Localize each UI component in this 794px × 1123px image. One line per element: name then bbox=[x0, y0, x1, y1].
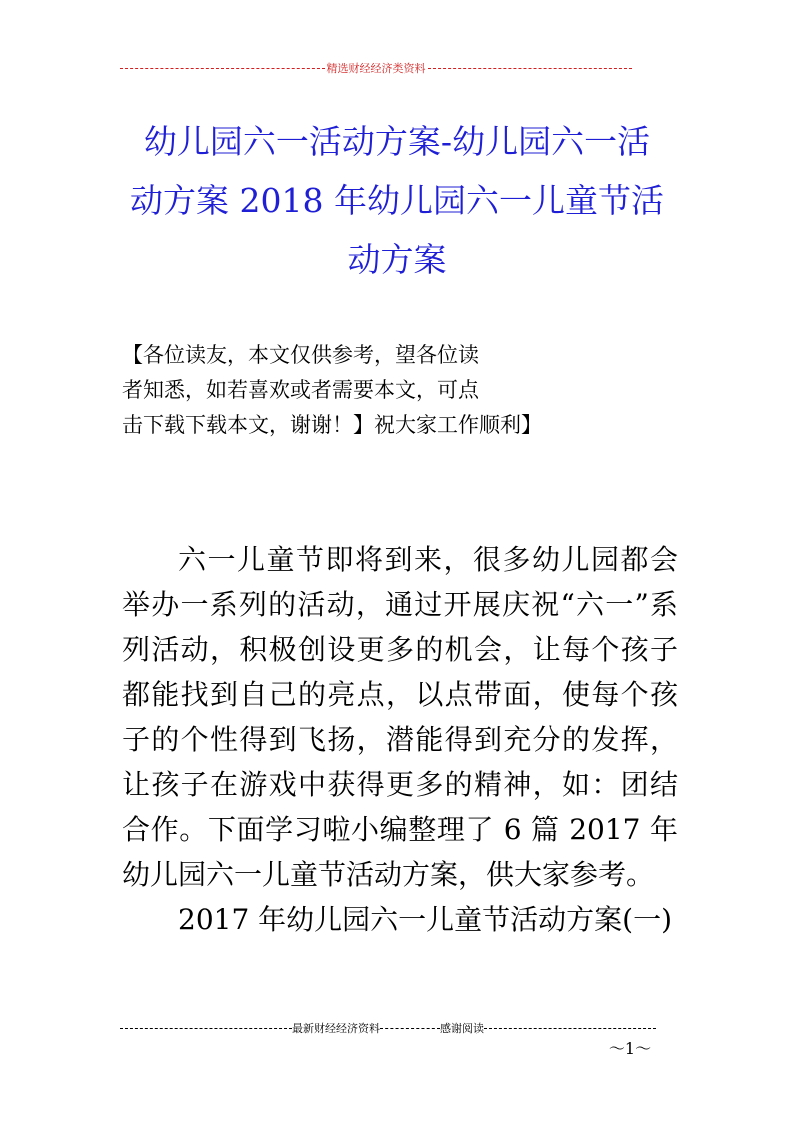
page-number: ～1～ bbox=[608, 1039, 652, 1058]
footer-divider-right bbox=[484, 1028, 656, 1029]
document-body bbox=[122, 537, 678, 942]
notice-line-1: 【各位读友，本文仅供参考，望各位读 bbox=[122, 343, 479, 367]
title-line-1: 幼儿园六一活动方案-幼儿园六一活 bbox=[143, 122, 651, 161]
title-line-3: 动方案 bbox=[347, 240, 447, 279]
notice-line-3: 击下载下载本文，谢谢！】祝大家工作顺利】 bbox=[122, 413, 542, 437]
footer-label-2: 感谢阅读 bbox=[440, 1022, 484, 1035]
footer-divider-middle bbox=[380, 1028, 440, 1029]
header-divider-left bbox=[120, 68, 325, 69]
intro-paragraph: 六一儿童节即将到来，很多幼儿园都会举办一系列的活动，通过开展庆祝“六一”系列活动，积极创设更多的机会，让每个孩子都能找到自己的亮点，以点带面，使每个孩子的个性得到飞扬，潜能得到充分的发挥，让孩子在游戏中获得更多的精神，如：团结合作。下面学习啦小编整理了 6 篇 2017 年幼儿园六一儿童节活动方案，供大家参考。 bbox=[122, 543, 678, 891]
document-title bbox=[100, 112, 694, 289]
header-divider-right bbox=[428, 68, 633, 69]
title-line-2: 动方案 2018 年幼儿园六一儿童节活 bbox=[130, 181, 664, 220]
footer-label-1: 最新财经经济资料 bbox=[292, 1022, 380, 1035]
notice-line-2: 者知悉，如若喜欢或者需要本文，可点 bbox=[122, 378, 479, 402]
reader-notice bbox=[122, 338, 682, 443]
page-header bbox=[120, 60, 632, 76]
header-label: 精选财经经济类资料 bbox=[326, 62, 426, 75]
footer-divider-left bbox=[120, 1028, 292, 1029]
page-footer bbox=[120, 1020, 656, 1036]
section-heading: 2017 年幼儿园六一儿童节活动方案(一) bbox=[178, 903, 673, 936]
